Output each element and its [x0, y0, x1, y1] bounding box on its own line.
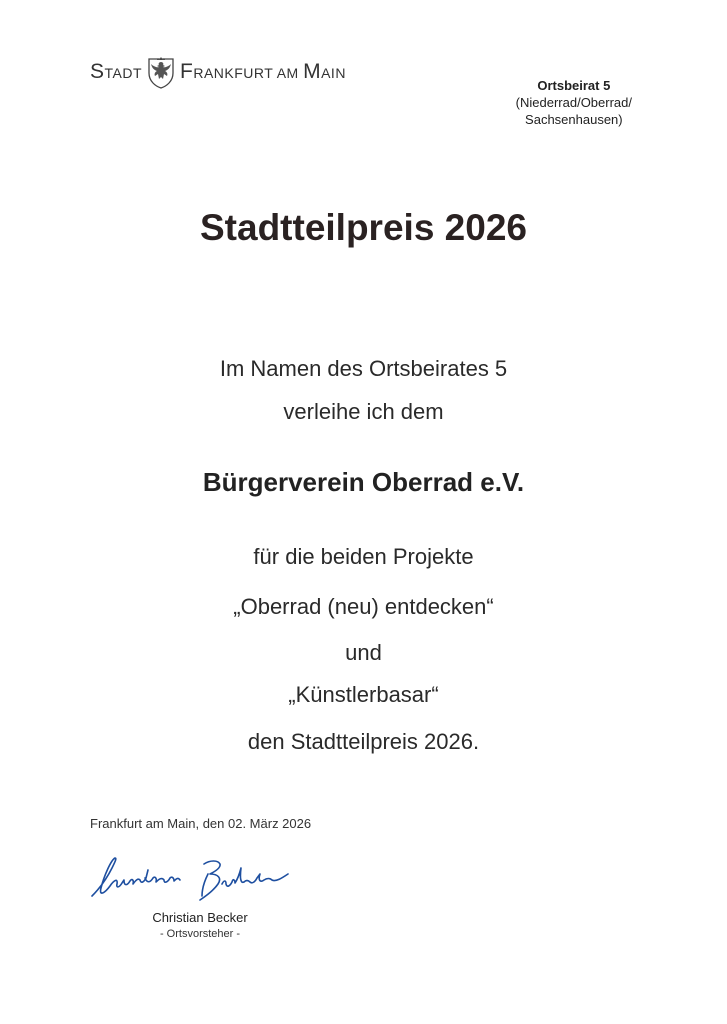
body-line-project-2: „Künstlerbasar“: [288, 682, 439, 707]
issuer-district-line-2: Sachsenhausen): [525, 112, 623, 127]
signer-name: Christian Becker: [152, 910, 248, 925]
body-line-project-1: „Oberrad (neu) entdecken“: [233, 594, 494, 619]
intro-line-2: verleihe ich dem: [283, 399, 444, 424]
handwritten-signature: [84, 850, 314, 908]
recipient-name: Bürgerverein Oberrad e.V.: [202, 467, 525, 497]
logo-word-stadt: STADT: [90, 60, 143, 83]
logo-word-frankfurt-am-main: FRANKFURT AM MAIN: [180, 60, 346, 83]
city-logo: [90, 55, 346, 89]
intro-line-1: Im Namen des Ortsbeirates 5: [219, 356, 508, 381]
body-line-award: den Stadtteilpreis 2026.: [247, 729, 480, 754]
body-line-and: und: [345, 640, 382, 665]
place-date-line: Frankfurt am Main, den 02. März 2026: [90, 816, 312, 831]
frankfurt-eagle-crest-icon: [146, 55, 176, 89]
body-line-projects: für die beiden Projekte: [253, 544, 474, 569]
certificate-title: Stadtteilpreis 2026: [200, 207, 527, 248]
issuer-district-line-1: (Niederrad/Oberrad/: [515, 95, 632, 110]
issuer-block: [516, 77, 632, 128]
issuer-name: Ortsbeirat 5: [537, 78, 611, 93]
signer-role: - Ortsvorsteher -: [159, 928, 241, 940]
